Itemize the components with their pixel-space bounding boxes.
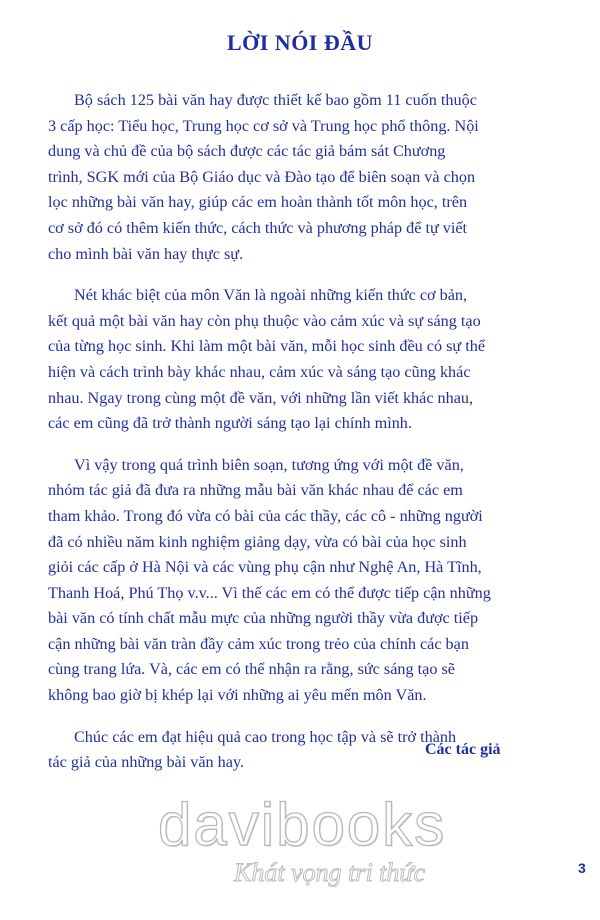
paragraph-line: hiện và cách trình bày khác nhau, cảm xúc và sáng tạo cũng khác	[48, 362, 471, 381]
paragraph-line: dung và chủ đề của bộ sách được các tác giả bám sát Chương	[48, 142, 446, 161]
watermark-slogan: Khát vọng tri thức	[234, 858, 426, 887]
paragraph-line: Nét khác biệt của môn Văn là ngoài những kiến thức cơ bản,	[74, 286, 468, 305]
paragraph-line: Vì vậy trong quá trình biên soạn, tương ứng với một đề văn,	[74, 455, 464, 474]
paragraph-line: Chúc các em đạt hiệu quả cao trong học tập và sẽ trở thành	[74, 727, 457, 746]
paragraph-line: Bộ sách 125 bài văn hay được thiết kế bao gồm 11 cuốn thuộc	[74, 91, 477, 109]
paragraph-line: nhóm tác giả đã đưa ra những mẫu bài văn khác nhau để các em	[48, 481, 463, 500]
paragraph-line: nhau. Ngay trong cùng một đề văn, với những lần viết khác nhau,	[48, 388, 474, 407]
paragraph-line: tác giả của những bài văn hay.	[48, 753, 245, 772]
watermark-brand: davibooks	[158, 791, 447, 858]
paragraph-line: 3 cấp học: Tiểu học, Trung học cơ sở và Trung học phổ thông. Nội	[48, 116, 479, 135]
paragraph-2	[48, 283, 548, 437]
paragraph-line: giỏi các cấp ở Hà Nội và các vùng phụ cận như Nghệ An, Hà Tĩnh,	[48, 558, 482, 577]
page-title: LỜI NÓI ĐẦU	[226, 30, 374, 55]
paragraph-line: Thanh Hoá, Phú Thọ v.v... Vì thế các em có thể được tiếp cận những	[48, 583, 491, 602]
paragraph-line: cơ sở đó có thêm kiến thức, cách thức và phương pháp để tự viết	[48, 218, 468, 237]
paragraph-line: cận những bài văn tràn đầy cảm xúc trong trẻo của chính các bạn	[48, 634, 469, 653]
paragraph-line: của từng học sinh. Khi làm một bài văn, mỗi học sinh đều có sự thể	[48, 337, 485, 356]
paragraph-3	[48, 453, 548, 709]
body-text	[48, 88, 548, 792]
paragraph-1	[48, 88, 548, 267]
paragraph-line: kết quả một bài văn hay còn phụ thuộc vào cảm xúc và sự sáng tạo	[48, 311, 481, 330]
paragraph-line: trình, SGK mới của Bộ Giáo dục và Đào tạo để biên soạn và chọn	[48, 167, 476, 186]
signature: Các tác giả	[425, 741, 501, 758]
page-number: 3	[578, 860, 586, 876]
paragraph-line: bài văn có tính chất mẫu mực của những người thầy vừa được tiếp	[48, 609, 479, 628]
paragraph-line: lọc những bài văn hay, giúp các em hoàn thành tốt môn học, trên	[48, 193, 468, 212]
paragraph-line: không bao giờ bị khép lại với những ai yêu mến môn Văn.	[48, 686, 427, 705]
paragraph-line: các em cũng đã trở thành người sáng tạo lại chính mình.	[48, 414, 412, 433]
paragraph-line: cho mình bài văn hay thực sự.	[48, 244, 244, 263]
paragraph-line: đã có nhiều năm kinh nghiệm giảng dạy, vừa có bài của học sinh	[48, 532, 467, 551]
paragraph-line: cùng trang lứa. Và, các em có thể nhận ra rằng, sức sáng tạo sẽ	[48, 660, 455, 679]
paragraph-line: tham khảo. Trong đó vừa có bài của các thầy, các cô - những người	[48, 506, 483, 525]
